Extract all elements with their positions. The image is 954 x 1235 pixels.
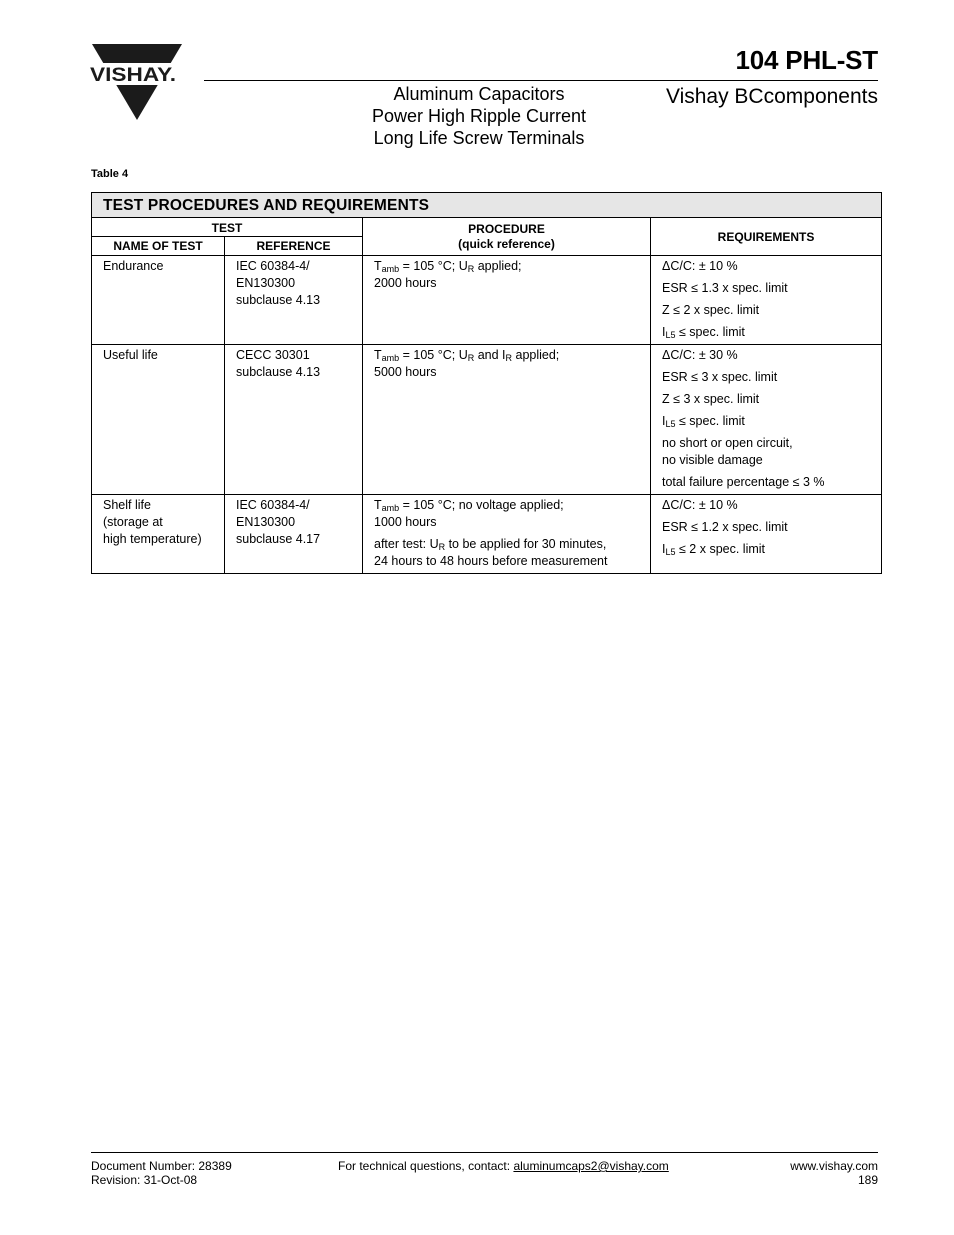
requirement: Z ≤ 3 x spec. limit xyxy=(662,392,760,406)
header-reference: REFERENCE xyxy=(225,237,363,256)
procedure-cell xyxy=(363,495,651,574)
requirement: ESR ≤ 1.2 x spec. limit xyxy=(662,520,788,534)
website: www.vishay.com xyxy=(790,1159,878,1173)
subscript: L5 xyxy=(665,330,676,340)
reference-line: CECC 30301 xyxy=(236,348,310,362)
contact-email-link[interactable]: aluminumcaps2@vishay.com xyxy=(513,1159,669,1173)
requirement: ΔC/C: ± 10 % xyxy=(662,498,738,512)
text: ≤ spec. limit xyxy=(675,414,745,428)
text: ≤ spec. limit xyxy=(675,325,745,339)
procedure-line xyxy=(374,347,640,364)
requirement: no visible damage xyxy=(662,453,763,467)
requirement: total failure percentage ≤ 3 % xyxy=(662,475,825,489)
requirement: ESR ≤ 3 x spec. limit xyxy=(662,370,778,384)
text: = 105 °C; U xyxy=(399,348,468,362)
test-name-cell xyxy=(92,345,225,495)
table-row xyxy=(92,256,882,345)
reference-line: IEC 60384-4/ xyxy=(236,259,310,273)
header-test: TEST xyxy=(92,218,363,237)
table-caption: TEST PROCEDURES AND REQUIREMENTS xyxy=(92,193,882,218)
subscript: R xyxy=(467,264,475,274)
subscript: R xyxy=(438,542,446,552)
test-name: (storage at xyxy=(103,515,163,529)
text: I xyxy=(662,542,666,556)
text: I xyxy=(662,414,666,428)
requirement: ΔC/C: ± 10 % xyxy=(662,259,738,273)
reference-line: EN130300 xyxy=(236,515,296,529)
brand-name: Vishay BCcomponents xyxy=(665,85,878,108)
reference-line: IEC 60384-4/ xyxy=(236,498,310,512)
requirement: Z ≤ 2 x spec. limit xyxy=(662,303,760,317)
reference-cell xyxy=(225,495,363,574)
requirements-cell xyxy=(651,256,882,345)
header-rule xyxy=(204,80,878,81)
header-requirements: REQUIREMENTS xyxy=(651,218,882,256)
text: = 105 °C; no voltage applied; xyxy=(399,498,564,512)
subtitle-line: Long Life Screw Terminals xyxy=(373,128,585,148)
logo-text: VISHAY. xyxy=(90,65,176,86)
page-number: 189 xyxy=(857,1173,878,1187)
subscript: L5 xyxy=(665,419,676,429)
text: T xyxy=(374,259,382,273)
requirement xyxy=(662,324,871,341)
table-row xyxy=(92,495,882,574)
text: applied; xyxy=(474,259,522,273)
procedure-line: 24 hours to 48 hours before measurement xyxy=(374,554,608,568)
test-name: Useful life xyxy=(103,348,158,362)
text: and I xyxy=(474,348,506,362)
requirement: ESR ≤ 1.3 x spec. limit xyxy=(662,281,788,295)
procedure-line: 5000 hours xyxy=(374,365,437,379)
test-name: high temperature) xyxy=(103,532,202,546)
subscript: amb xyxy=(381,503,400,513)
subscript: R xyxy=(505,353,513,363)
requirement: ΔC/C: ± 30 % xyxy=(662,348,738,362)
footer-site-info xyxy=(790,1159,878,1187)
reference-line: subclause 4.17 xyxy=(236,532,321,546)
procedure-cell xyxy=(363,345,651,495)
test-name-cell xyxy=(92,495,225,574)
text: = 105 °C; U xyxy=(399,259,468,273)
requirement xyxy=(662,541,871,558)
text: T xyxy=(374,348,382,362)
subscript: L5 xyxy=(665,547,676,557)
footer-doc-info xyxy=(91,1159,232,1187)
text: T xyxy=(374,498,382,512)
footer-rule xyxy=(91,1152,878,1153)
subtitle-line: Power High Ripple Current xyxy=(371,106,587,126)
text: applied; xyxy=(512,348,560,362)
vishay-triangle-icon xyxy=(82,44,184,122)
procedure-line: 1000 hours xyxy=(374,515,437,529)
requirements-cell xyxy=(651,345,882,495)
procedure-line xyxy=(374,258,640,275)
header-name-of-test: NAME OF TEST xyxy=(92,237,225,256)
test-name-cell xyxy=(92,256,225,345)
procedure-cell xyxy=(363,256,651,345)
footer-contact xyxy=(338,1159,669,1173)
test-name: Shelf life xyxy=(103,498,151,512)
page-title: 104 PHL-ST xyxy=(735,45,878,75)
revision: Revision: 31-Oct-08 xyxy=(91,1173,198,1187)
vishay-logo xyxy=(82,44,184,122)
table-row xyxy=(92,345,882,495)
subscript: amb xyxy=(381,264,400,274)
procedure-line xyxy=(374,536,640,553)
document-number: Document Number: 28389 xyxy=(91,1159,232,1173)
subscript: amb xyxy=(381,353,400,363)
text: I xyxy=(662,325,666,339)
procedure-line xyxy=(374,497,640,514)
header-procedure xyxy=(363,218,651,256)
reference-line: subclause 4.13 xyxy=(236,365,321,379)
contact-prefix: For technical questions, contact: xyxy=(338,1159,514,1173)
text: after test: U xyxy=(374,537,439,551)
subscript: R xyxy=(467,353,475,363)
reference-line: subclause 4.13 xyxy=(236,293,321,307)
table-label: Table 4 xyxy=(91,168,129,180)
text: to be applied for 30 minutes, xyxy=(445,537,607,551)
product-subtitle xyxy=(360,83,598,149)
header-procedure-sub: (quick reference) xyxy=(458,237,555,251)
requirement: no short or open circuit, xyxy=(662,436,793,450)
text: ≤ 2 x spec. limit xyxy=(675,542,766,556)
reference-cell xyxy=(225,345,363,495)
procedure-line: 2000 hours xyxy=(374,276,437,290)
reference-cell xyxy=(225,256,363,345)
requirements-cell xyxy=(651,495,882,574)
reference-line: EN130300 xyxy=(236,276,296,290)
requirement xyxy=(662,413,871,430)
header-procedure-label: PROCEDURE xyxy=(468,222,545,236)
subtitle-line: Aluminum Capacitors xyxy=(393,84,565,104)
test-name: Endurance xyxy=(103,259,164,273)
test-procedures-table xyxy=(91,192,882,574)
